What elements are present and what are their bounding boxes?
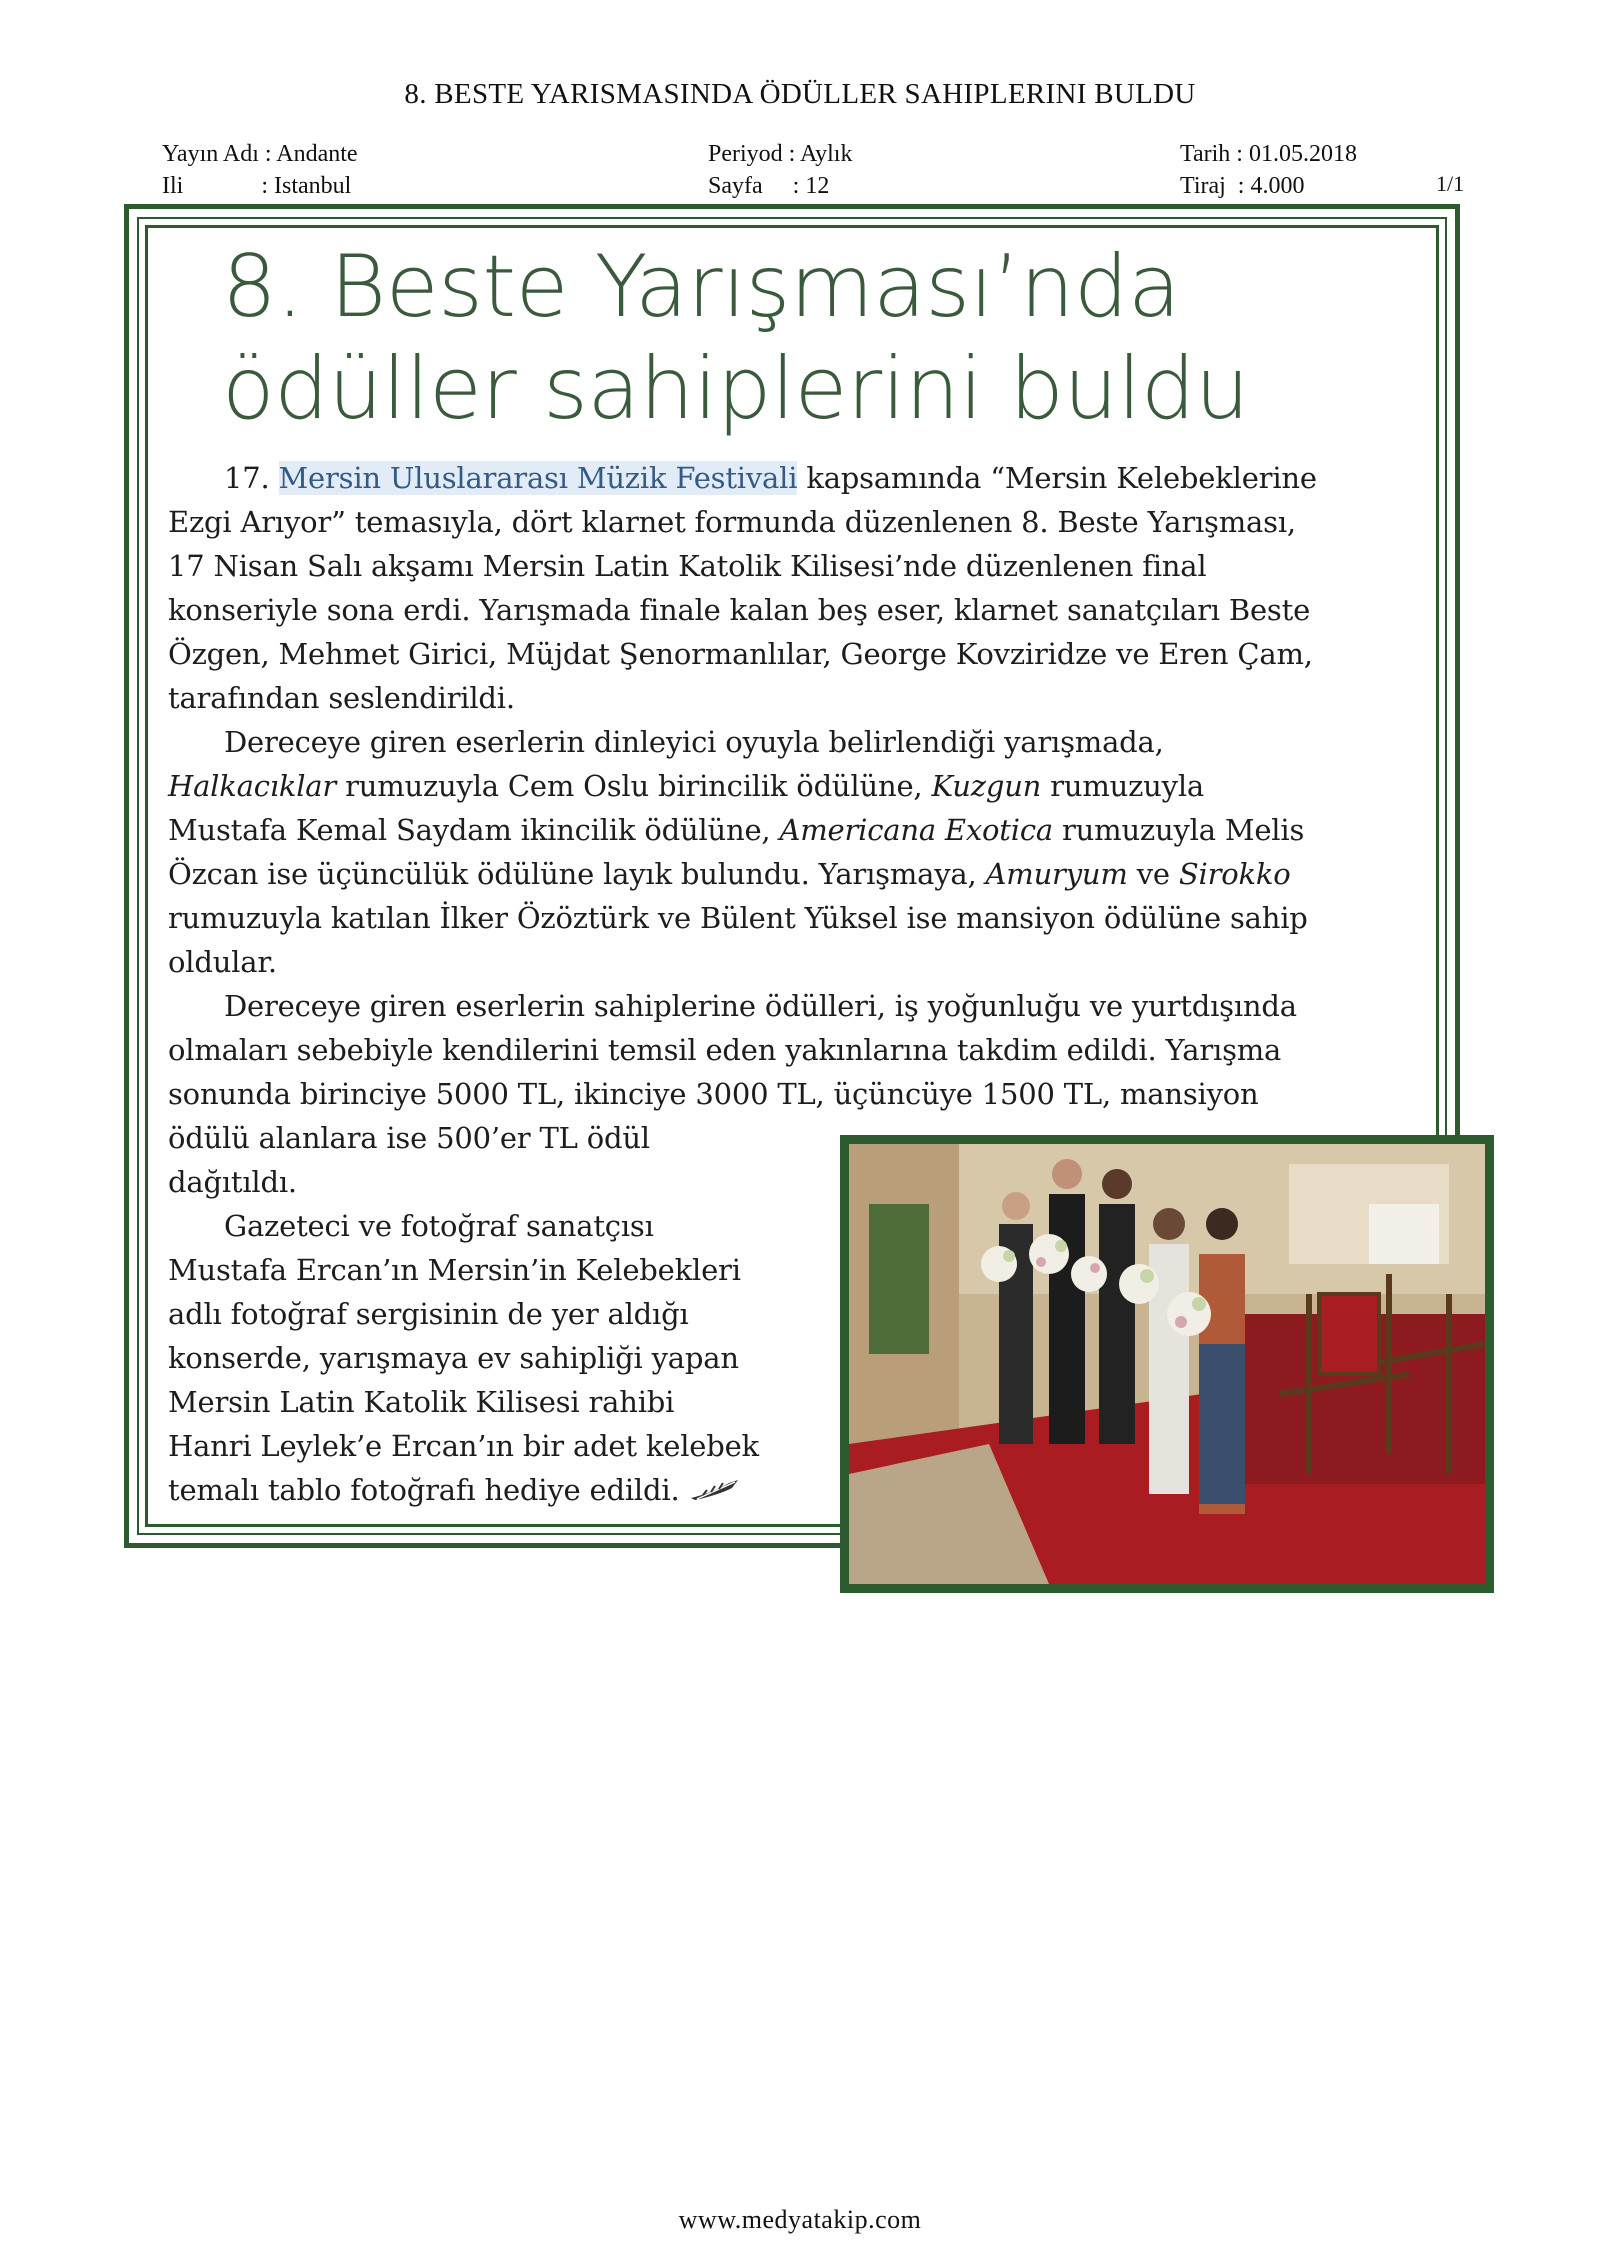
paragraph-line: olmaları sebebiyle kendilerini temsil eden yakınlarına takdim edildi. Yarışma xyxy=(168,1033,1282,1067)
headline-line-2: ödüller sahiplerini buldu xyxy=(222,339,1249,439)
paragraph-line: oldular. xyxy=(168,945,277,979)
document-title: 8. BESTE YARISMASINDA ÖDÜLLER SAHIPLERINI BULDU xyxy=(404,78,1196,110)
paragraph-line: 17. Mersin Uluslararası Müzik Festivali kapsamında “Mersin Kelebeklerine xyxy=(224,461,1317,495)
paragraph-line: konseriyle sona erdi. Yarışmada finale kalan beş eser, klarnet sanatçıları Beste xyxy=(168,593,1311,627)
paragraph-line: Dereceye giren eserlerin dinleyici oyuyla belirlendiği yarışmada, xyxy=(224,725,1164,759)
paragraph-line: ödülü alanlara ise 500’er TL ödül xyxy=(168,1121,650,1155)
church-ceremony-photo xyxy=(849,1144,1485,1584)
paragraph-line: 17 Nisan Salı akşamı Mersin Latin Katolik Kilisesi’nde düzenlenen final xyxy=(168,549,1207,583)
festival-highlight: Mersin Uluslararası Müzik Festivali xyxy=(278,461,798,495)
paragraph-line: Mustafa Ercan’ın Mersin’in Kelebekleri xyxy=(168,1253,741,1287)
meta-ili: Ili : Istanbul xyxy=(162,173,352,199)
article-headline xyxy=(222,236,1402,440)
quill-pen-icon xyxy=(689,1470,741,1514)
paragraph-line: konserde, yarışmaya ev sahipliği yapan xyxy=(168,1341,739,1375)
meta-sayfa: Sayfa : 12 xyxy=(708,173,830,199)
paragraph-line: Mersin Latin Katolik Kilisesi rahibi xyxy=(168,1385,675,1419)
footer-url[interactable]: www.medyatakip.com xyxy=(678,2205,922,2234)
paragraph-line: Özcan ise üçüncülük ödülüne layık bulundu. Yarışmaya, Amuryum ve Sirokko xyxy=(168,857,1291,891)
paragraph-line: Özgen, Mehmet Girici, Müjdat Şenormanlılar, George Kovziridze ve Eren Çam, xyxy=(168,637,1313,671)
paragraph-line: Dereceye giren eserlerin sahiplerine ödülleri, iş yoğunluğu ve yurtdışında xyxy=(224,989,1297,1023)
paragraph-line: Halkacıklar rumuzuyla Cem Oslu birincilik ödülüne, Kuzgun rumuzuyla xyxy=(168,769,1204,803)
paragraph-line: Mustafa Kemal Saydam ikincilik ödülüne, Americana Exotica rumuzuyla Melis xyxy=(168,813,1305,847)
meta-date xyxy=(1180,138,1357,202)
meta-publication xyxy=(162,138,358,202)
meta-yayin-adi: Yayın Adı : Andante xyxy=(162,141,358,167)
paragraph-line: sonunda birinciye 5000 TL, ikinciye 3000 TL, üçüncüye 1500 TL, mansiyon xyxy=(168,1077,1259,1111)
paragraph-line: Gazeteci ve fotoğraf sanatçısı xyxy=(224,1209,654,1243)
meta-periyod: Periyod : Aylık xyxy=(708,141,853,167)
paragraph-line: temalı tablo fotoğrafı hediye edildi. xyxy=(168,1468,1430,1514)
paragraph-line: Hanri Leylek’e Ercan’ın bir adet kelebek xyxy=(168,1429,759,1463)
paragraph-line: adlı fotoğraf sergisinin de yer aldığı xyxy=(168,1297,689,1331)
article-photo xyxy=(840,1135,1494,1593)
headline-line-1: 8. Beste Yarışması’nda xyxy=(222,237,1181,337)
paragraph-line: dağıtıldı. xyxy=(168,1165,297,1199)
meta-tiraj: Tiraj : 4.000 xyxy=(1180,173,1305,199)
page-count: 1/1 xyxy=(1436,171,1465,196)
meta-tarih: Tarih : 01.05.2018 xyxy=(1180,141,1357,167)
paragraph-line: tarafından seslendirildi. xyxy=(168,681,515,715)
paragraph-line: Ezgi Arıyor” temasıyla, dört klarnet formunda düzenlenen 8. Beste Yarışması, xyxy=(168,505,1296,539)
paragraph-line: rumuzuyla katılan İlker Özöztürk ve Bülent Yüksel ise mansiyon ödülüne sahip xyxy=(168,901,1308,935)
meta-period xyxy=(708,138,852,202)
